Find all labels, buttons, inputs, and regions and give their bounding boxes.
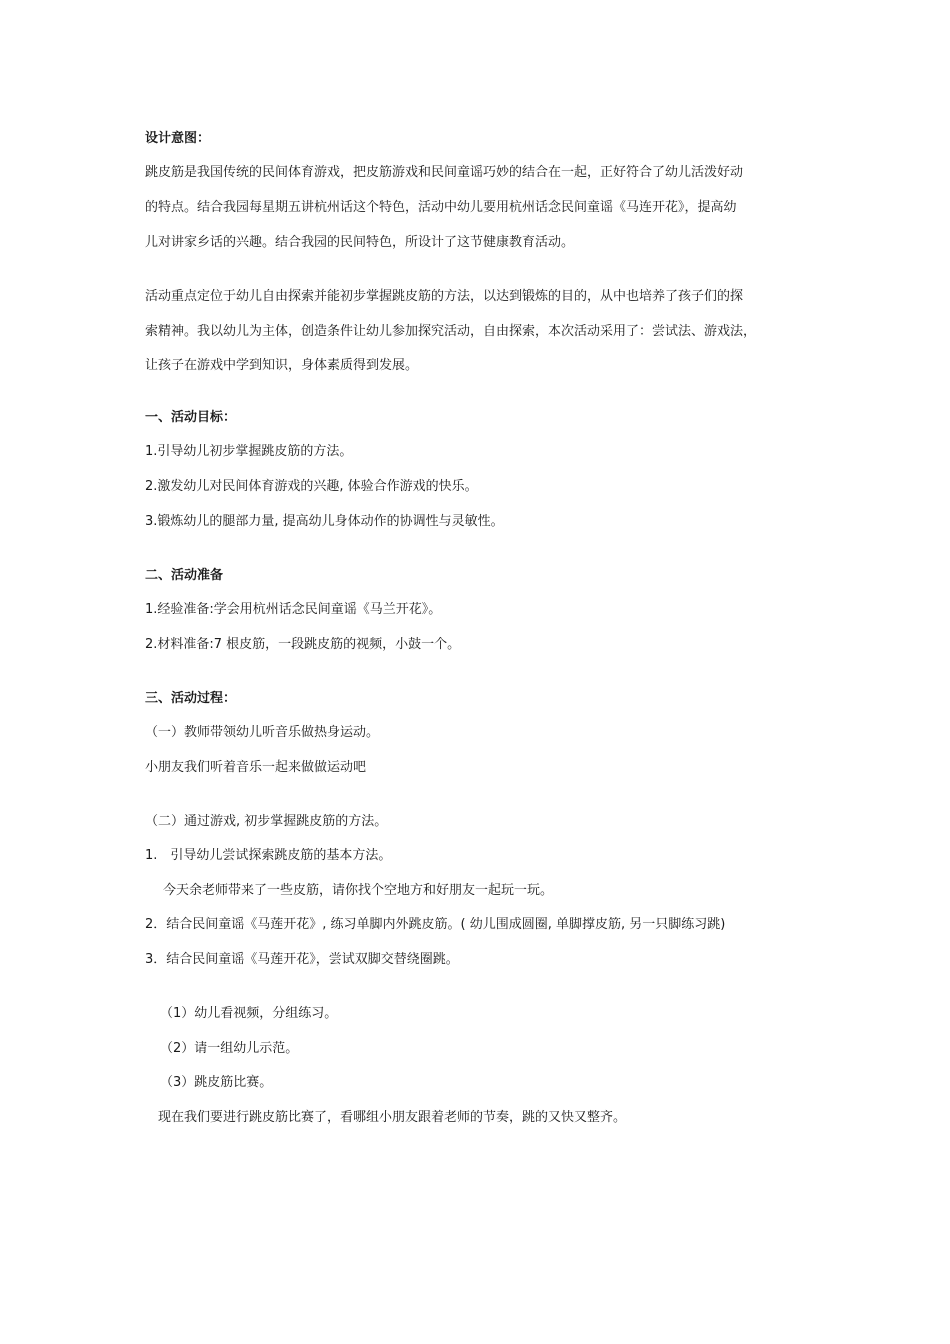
design-intent-heading: 设计意图：: [145, 131, 211, 146]
design-intent-p2-line3: 让孩子在游戏中学到知识，身体素质得到发展。: [145, 358, 419, 373]
process-sub-1: （1）幼儿看视频，分组练习。: [160, 1006, 338, 1021]
design-intent-p2-line1: 活动重点定位于幼儿自由探索并能初步掌握跳皮筋的方法，以达到锻炼的目的，从中也培养了孩子们的探: [145, 289, 744, 304]
goals-heading: 一、活动目标：: [145, 410, 237, 425]
process-sub-2: （2）请一组幼儿示范。: [160, 1041, 299, 1056]
process-part2-title: （二）通过游戏, 初步掌握跳皮筋的方法。: [145, 814, 388, 829]
prep-item-2: 2.材料准备:7 根皮筋，一段跳皮筋的视频，小鼓一个。: [145, 637, 461, 652]
goal-item-1: 1.引导幼儿初步掌握跳皮筋的方法。: [145, 444, 353, 459]
design-intent-p1-line2: 的特点。结合我园每星期五讲杭州话这个特色，活动中幼儿要用杭州话念民间童谣《马连开花》，提高幼: [145, 200, 737, 215]
process-part1-title: （一）教师带领幼儿听音乐做热身运动。: [145, 725, 380, 740]
goal-item-2: 2.激发幼儿对民间体育游戏的兴趣, 体验合作游戏的快乐。: [145, 479, 478, 494]
design-intent-p1-line3: 儿对讲家乡话的兴趣。结合我园的民间特色，所设计了这节健康教育活动。: [145, 235, 575, 250]
process-step-2: 2．结合民间童谣《马莲开花》, 练习单脚内外跳皮筋。( 幼儿围成圆圈, 单脚撑皮筋, 另一只脚练习跳): [145, 917, 726, 932]
design-intent-p1-line1: 跳皮筋是我国传统的民间体育游戏，把皮筋游戏和民间童谣巧妙的结合在一起，正好符合了幼儿活泼好动: [145, 165, 744, 180]
process-step-1: 1. 引导幼儿尝试探索跳皮筋的基本方法。: [145, 848, 392, 863]
process-closing: 现在我们要进行跳皮筋比赛了，看哪组小朋友跟着老师的节奏，跳的又快又整齐。: [158, 1110, 627, 1125]
process-part1-text: 小朋友我们听着音乐一起来做做运动吧: [145, 760, 367, 775]
process-step-3: 3．结合民间童谣《马莲开花》，尝试双脚交替绕圈跳。: [145, 952, 459, 967]
process-step-1-text: 今天余老师带来了一些皮筋，请你找个空地方和好朋友一起玩一玩。: [163, 883, 554, 898]
prep-item-1: 1.经验准备:学会用杭州话念民间童谣《马兰开花》。: [145, 602, 442, 617]
prep-heading: 二、活动准备: [145, 568, 224, 583]
goal-item-3: 3.锻炼幼儿的腿部力量, 提高幼儿身体动作的协调性与灵敏性。: [145, 514, 504, 529]
design-intent-p2-line2: 索精神。我以幼儿为主体，创造条件让幼儿参加探究活动，自由探索，本次活动采用了：尝试法、游戏法，: [145, 324, 757, 339]
process-heading: 三、活动过程：: [145, 691, 237, 706]
process-sub-3: （3）跳皮筋比赛。: [160, 1075, 273, 1090]
